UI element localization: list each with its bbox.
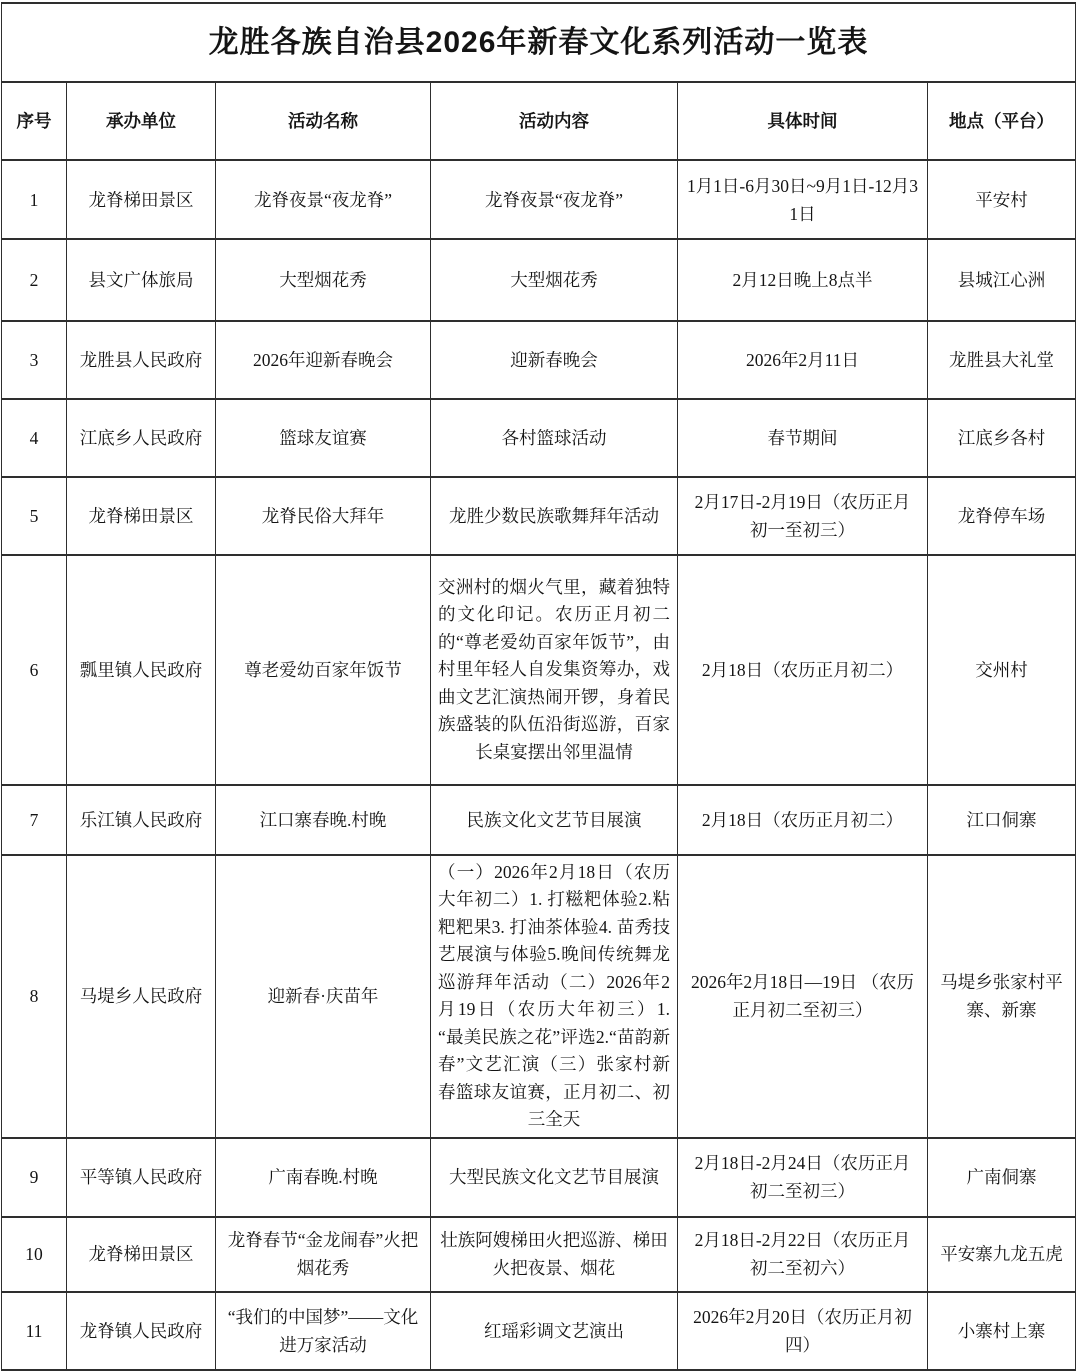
cell-name: 大型烟花秀 <box>216 239 431 321</box>
cell-org: 马堤乡人民政府 <box>67 855 216 1138</box>
cell-location: 广南侗寨 <box>928 1138 1076 1217</box>
cell-content: 各村篮球活动 <box>431 399 678 477</box>
column-header-time: 具体时间 <box>678 82 928 160</box>
cell-name: “我们的中国梦”——文化进万家活动 <box>216 1292 431 1370</box>
cell-content: 迎新春晚会 <box>431 321 678 399</box>
cell-no: 5 <box>2 477 67 555</box>
cell-name: 篮球友谊赛 <box>216 399 431 477</box>
cell-time: 1月1日-6月30日~9月1日-12月31日 <box>678 160 928 239</box>
cell-content: 大型烟花秀 <box>431 239 678 321</box>
cell-time: 2月18日（农历正月初二） <box>678 785 928 855</box>
cell-org: 龙脊梯田景区 <box>67 1217 216 1292</box>
table-row <box>2 160 1076 239</box>
cell-location: 小寨村上寨 <box>928 1292 1076 1370</box>
cell-location: 平安寨九龙五虎 <box>928 1217 1076 1292</box>
cell-name: 龙脊春节“金龙闹春”火把烟花秀 <box>216 1217 431 1292</box>
cell-org: 龙胜县人民政府 <box>67 321 216 399</box>
cell-content: 交洲村的烟火气里，藏着独特的文化印记。农历正月初二的“尊老爱幼百家年饭节”，由村里年轻人自发集资筹办，戏曲文艺汇演热闹开锣，身着民族盛装的队伍沿街巡游，百家长桌宴摆出邻里温情 <box>431 555 678 785</box>
cell-location: 交州村 <box>928 555 1076 785</box>
table-row <box>2 1138 1076 1217</box>
cell-time: 2026年2月18日—19日 （农历正月初二至初三） <box>678 855 928 1138</box>
column-header-name: 活动名称 <box>216 82 431 160</box>
cell-content: 民族文化文艺节目展演 <box>431 785 678 855</box>
cell-name: 广南春晚.村晚 <box>216 1138 431 1217</box>
cell-name: 江口寨春晚.村晚 <box>216 785 431 855</box>
cell-org: 瓢里镇人民政府 <box>67 555 216 785</box>
cell-location: 龙胜县大礼堂 <box>928 321 1076 399</box>
cell-name: 迎新春·庆苗年 <box>216 855 431 1138</box>
cell-name: 龙脊民俗大拜年 <box>216 477 431 555</box>
cell-no: 7 <box>2 785 67 855</box>
table-row <box>2 855 1076 1138</box>
table-row <box>2 399 1076 477</box>
cell-time: 2026年2月11日 <box>678 321 928 399</box>
cell-org: 龙脊梯田景区 <box>67 477 216 555</box>
cell-name: 龙脊夜景“夜龙脊” <box>216 160 431 239</box>
table-row <box>2 785 1076 855</box>
cell-org: 平等镇人民政府 <box>67 1138 216 1217</box>
cell-time: 2月18日-2月24日（农历正月初二至初三） <box>678 1138 928 1217</box>
cell-no: 3 <box>2 321 67 399</box>
cell-location: 马堤乡张家村平寨、新寨 <box>928 855 1076 1138</box>
cell-time: 2月12日晚上8点半 <box>678 239 928 321</box>
cell-no: 6 <box>2 555 67 785</box>
cell-no: 9 <box>2 1138 67 1217</box>
table-row <box>2 321 1076 399</box>
cell-name: 2026年迎新春晚会 <box>216 321 431 399</box>
cell-location: 平安村 <box>928 160 1076 239</box>
cell-no: 8 <box>2 855 67 1138</box>
column-header-location: 地点（平台） <box>928 82 1076 160</box>
cell-no: 10 <box>2 1217 67 1292</box>
title-row <box>2 3 1076 82</box>
cell-time: 2月18日-2月22日（农历正月初二至初六） <box>678 1217 928 1292</box>
header-row <box>2 82 1076 160</box>
column-header-no: 序号 <box>2 82 67 160</box>
cell-no: 4 <box>2 399 67 477</box>
cell-org: 乐江镇人民政府 <box>67 785 216 855</box>
cell-content: 红瑶彩调文艺演出 <box>431 1292 678 1370</box>
cell-location: 龙脊停车场 <box>928 477 1076 555</box>
table-row <box>2 1292 1076 1370</box>
page-title: 龙胜各族自治县2026年新春文化系列活动一览表 <box>2 3 1076 82</box>
cell-location: 江口侗寨 <box>928 785 1076 855</box>
cell-time: 2026年2月20日（农历正月初四） <box>678 1292 928 1370</box>
cell-content: 龙胜少数民族歌舞拜年活动 <box>431 477 678 555</box>
cell-no: 1 <box>2 160 67 239</box>
cell-no: 11 <box>2 1292 67 1370</box>
activities-table <box>1 2 1076 1371</box>
cell-org: 龙脊镇人民政府 <box>67 1292 216 1370</box>
column-header-content: 活动内容 <box>431 82 678 160</box>
cell-org: 江底乡人民政府 <box>67 399 216 477</box>
cell-content: 龙脊夜景“夜龙脊” <box>431 160 678 239</box>
cell-org: 县文广体旅局 <box>67 239 216 321</box>
cell-time: 春节期间 <box>678 399 928 477</box>
table-row <box>2 477 1076 555</box>
column-header-org: 承办单位 <box>67 82 216 160</box>
table-row <box>2 239 1076 321</box>
cell-time: 2月17日-2月19日（农历正月初一至初三） <box>678 477 928 555</box>
cell-content: 大型民族文化文艺节目展演 <box>431 1138 678 1217</box>
cell-location: 县城江心洲 <box>928 239 1076 321</box>
cell-name: 尊老爱幼百家年饭节 <box>216 555 431 785</box>
table-row <box>2 1217 1076 1292</box>
cell-org: 龙脊梯田景区 <box>67 160 216 239</box>
cell-no: 2 <box>2 239 67 321</box>
cell-content: （一）2026年2月18日（农历大年初二）1. 打糍粑体验2.粘粑粑果3. 打油茶体验4. 苗秀技艺展演与体验5.晚间传统舞龙巡游拜年活动（二）2026年2月19日（农历大年初三）1. “最美民族之花”评选2.“苗韵新春”文艺汇演（三）张家村新春篮球友谊赛，正月初二、初三全天 <box>431 855 678 1138</box>
table-row <box>2 555 1076 785</box>
cell-location: 江底乡各村 <box>928 399 1076 477</box>
cell-content: 壮族阿嫂梯田火把巡游、梯田火把夜景、烟花 <box>431 1217 678 1292</box>
cell-time: 2月18日（农历正月初二） <box>678 555 928 785</box>
